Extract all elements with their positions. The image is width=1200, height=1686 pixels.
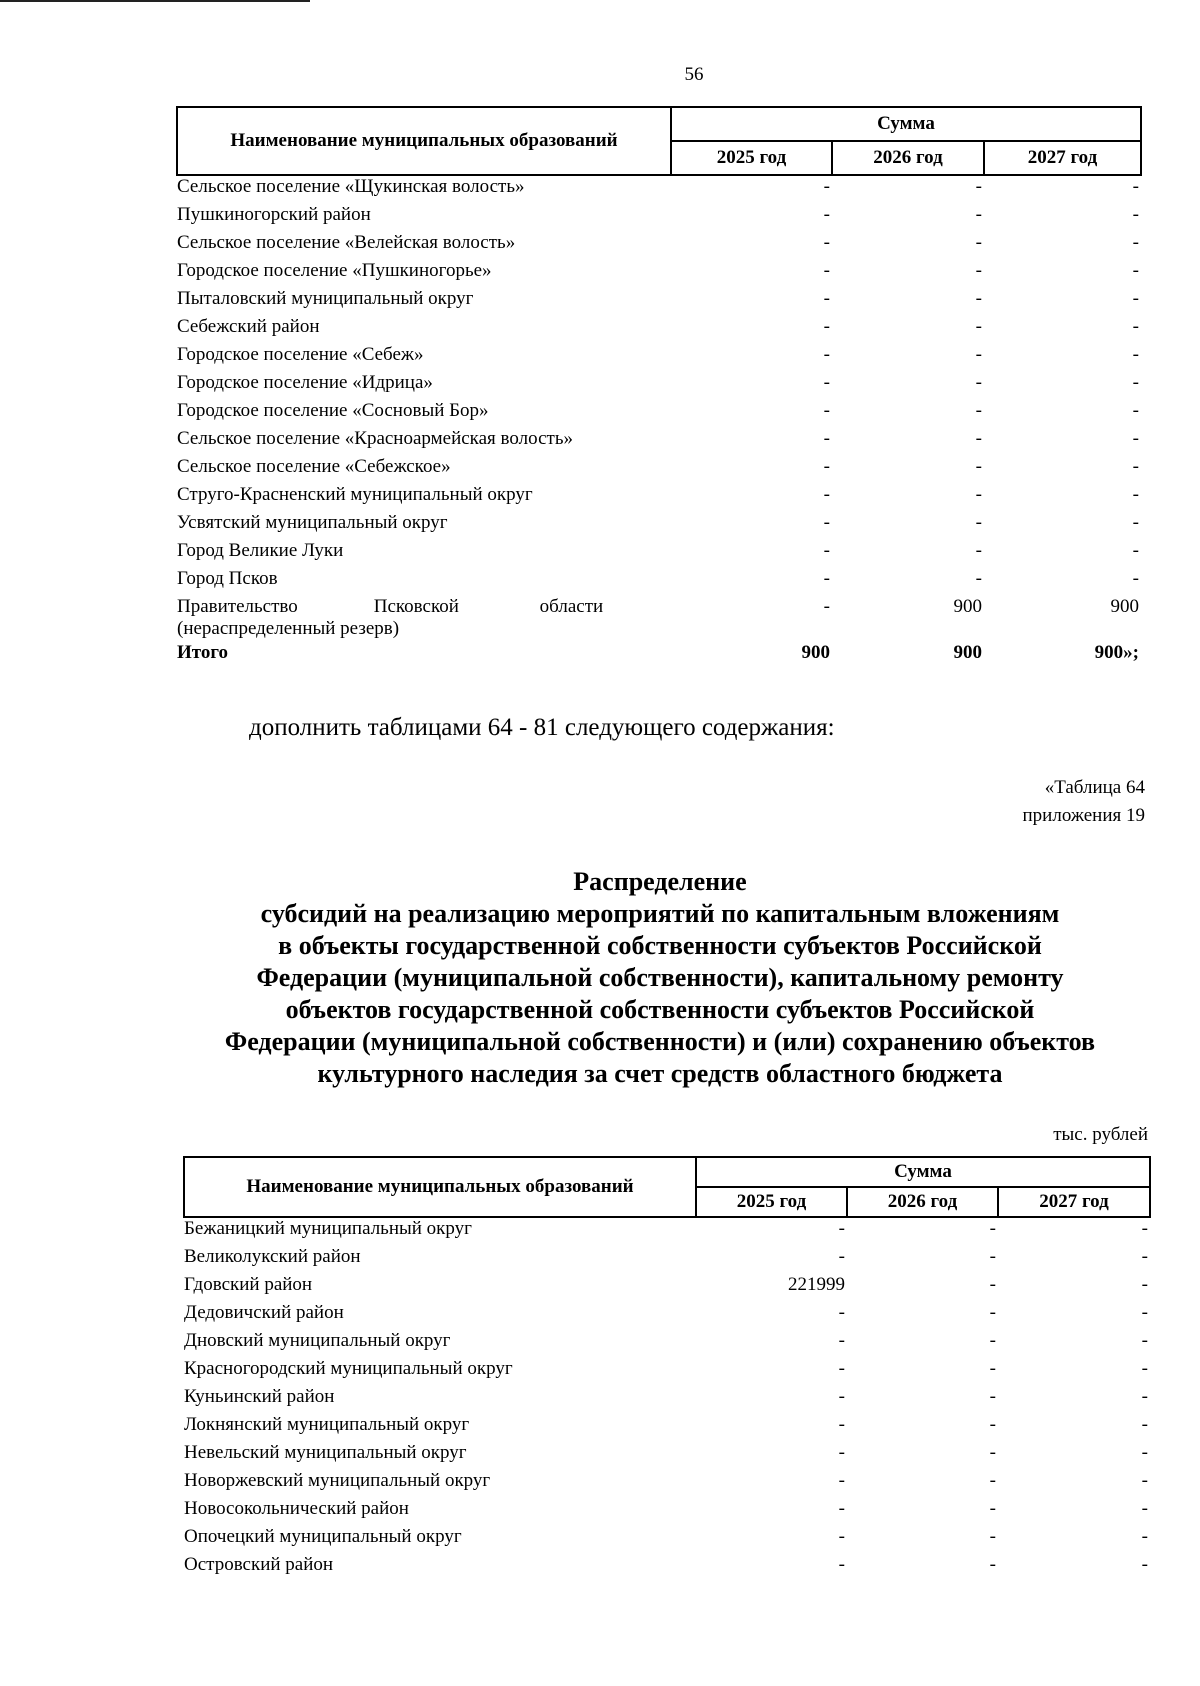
municipality-name: Сельское поселение «Щукинская волость» [177, 176, 525, 197]
table-row [177, 400, 1141, 428]
value-2026: - [989, 1330, 996, 1351]
scan-top-edge-line [0, 0, 310, 2]
value-2027: - [1132, 484, 1139, 505]
value-2025: - [823, 596, 830, 617]
value-2026: - [975, 540, 982, 561]
table-row [184, 1470, 1150, 1498]
value-2026: - [989, 1274, 996, 1295]
value-2026: - [989, 1386, 996, 1407]
value-2027: - [1132, 540, 1139, 561]
value-2025: - [838, 1526, 845, 1547]
value-2026: - [989, 1414, 996, 1435]
table-row [184, 1302, 1150, 1330]
title-line: субсидий на реализацию мероприятий по капитальным вложениям [260, 899, 1060, 928]
value-2027: 900 [1110, 596, 1139, 617]
total-label: Итого [177, 642, 229, 663]
value-2025: - [823, 232, 830, 253]
table-body [184, 1217, 1150, 1582]
title-line: в объекты государственной собственности субъектов Российской [278, 931, 1042, 960]
value-2027: - [1141, 1470, 1148, 1491]
value-2027: - [1132, 512, 1139, 533]
value-2025: - [823, 288, 830, 309]
units-label: тыс. рублей [1053, 1124, 1148, 1145]
value-2025: - [823, 372, 830, 393]
municipality-name: Островский район [184, 1554, 334, 1575]
municipality-name: Новоржевский муниципальный округ [184, 1470, 491, 1491]
value-2027: - [1141, 1330, 1148, 1351]
column-header-year-2026: 2026 год [847, 1187, 998, 1217]
table-row [177, 204, 1141, 232]
municipality-name: Локнянский муниципальный округ [184, 1414, 470, 1435]
value-2026: - [989, 1442, 996, 1463]
value-2025: - [838, 1246, 845, 1267]
government-name-line1: Правительство Псковской области [177, 596, 604, 617]
value-2026: - [975, 400, 982, 421]
value-2026: - [989, 1470, 996, 1491]
value-2025: - [823, 484, 830, 505]
municipality-name: Невельский муниципальный округ [184, 1442, 467, 1463]
value-2026: 900 [953, 596, 982, 617]
value-2025: - [838, 1302, 845, 1323]
municipality-name: Новосокольнический район [184, 1498, 409, 1519]
column-header-year-2026: 2026 год [832, 141, 984, 175]
value-2025: - [823, 204, 830, 225]
value-2027: - [1141, 1526, 1148, 1547]
value-2027: - [1141, 1498, 1148, 1519]
value-2027: - [1132, 288, 1139, 309]
value-2027: - [1132, 176, 1139, 197]
title-line: Федерации (муниципальной собственности) и (или) сохранению объектов [224, 1027, 1096, 1056]
municipality-name: Струго-Красненский муниципальный округ [177, 484, 533, 505]
table-row [177, 232, 1141, 260]
value-2025: - [823, 400, 830, 421]
value-2027: - [1132, 372, 1139, 393]
value-2025: - [823, 456, 830, 477]
title-line: культурного наследия за счет средств областного бюджета [317, 1059, 1003, 1088]
municipality-name: Городское поселение «Идрица» [177, 372, 433, 393]
column-header-sum: Сумма [671, 107, 1141, 141]
value-2027: - [1141, 1386, 1148, 1407]
municipality-name: Городское поселение «Пушкиногорье» [177, 260, 492, 281]
value-2025: 221999 [788, 1274, 845, 1295]
table-row [184, 1217, 1150, 1246]
value-2027: - [1132, 232, 1139, 253]
intro-text: дополнить таблицами 64 - 81 следующего содержания: [249, 714, 835, 741]
total-2025: 900 [801, 642, 830, 663]
government-name-line2: (нераспределенный резерв) [177, 618, 400, 639]
value-2025: - [823, 316, 830, 337]
value-2027: - [1141, 1414, 1148, 1435]
column-header-year-2027: 2027 год [984, 141, 1141, 175]
value-2026: - [975, 484, 982, 505]
value-2025: - [823, 428, 830, 449]
value-2025: - [838, 1498, 845, 1519]
municipality-name: Сельское поселение «Красноармейская волость» [177, 428, 573, 449]
table-reference-appendix: приложения 19 [1022, 805, 1145, 826]
value-2026: - [989, 1526, 996, 1547]
column-header-municipality: Наименование муниципальных образований [184, 1157, 696, 1217]
municipality-name: Дновский муниципальный округ [184, 1330, 451, 1351]
value-2027: - [1132, 316, 1139, 337]
value-2026: - [975, 372, 982, 393]
municipality-name: Город Псков [177, 568, 278, 589]
table-row [177, 260, 1141, 288]
table-row [177, 484, 1141, 512]
value-2026: - [975, 204, 982, 225]
table-row-government [177, 596, 1141, 642]
table-row [177, 344, 1141, 372]
value-2025: - [823, 568, 830, 589]
page-number: 56 [684, 64, 704, 85]
municipality-name: Опочецкий муниципальный округ [184, 1526, 462, 1547]
table-row [184, 1526, 1150, 1554]
value-2026: - [975, 344, 982, 365]
value-2027: - [1132, 456, 1139, 477]
table-row [184, 1246, 1150, 1274]
value-2027: - [1141, 1274, 1148, 1295]
municipality-name: Дедовичский район [184, 1302, 344, 1323]
value-2027: - [1132, 428, 1139, 449]
value-2027: - [1141, 1218, 1148, 1239]
municipality-name: Бежаницкий муниципальный округ [184, 1218, 472, 1239]
value-2027: - [1141, 1442, 1148, 1463]
value-2025: - [838, 1358, 845, 1379]
value-2026: - [975, 288, 982, 309]
value-2027: - [1132, 260, 1139, 281]
value-2026: - [989, 1246, 996, 1267]
value-2025: - [823, 512, 830, 533]
table-row [184, 1274, 1150, 1302]
value-2027: - [1132, 204, 1139, 225]
table-row [184, 1498, 1150, 1526]
value-2027: - [1132, 400, 1139, 421]
table-body [177, 175, 1141, 670]
value-2025: - [838, 1414, 845, 1435]
value-2026: - [975, 456, 982, 477]
table-row [184, 1330, 1150, 1358]
value-2026: - [975, 512, 982, 533]
value-2025: - [823, 344, 830, 365]
table-row [177, 568, 1141, 596]
municipality-name: Себежский район [177, 316, 320, 337]
value-2025: - [838, 1386, 845, 1407]
table-row [184, 1442, 1150, 1470]
value-2025: - [823, 540, 830, 561]
table-row [184, 1386, 1150, 1414]
value-2027: - [1141, 1358, 1148, 1379]
title-line: Распределение [573, 867, 747, 896]
table-row [177, 372, 1141, 400]
table-row [184, 1554, 1150, 1582]
table-row [177, 456, 1141, 484]
value-2027: - [1132, 344, 1139, 365]
column-header-municipality: Наименование муниципальных образований [177, 107, 671, 175]
municipality-name: Городское поселение «Себеж» [177, 344, 424, 365]
value-2025: - [838, 1218, 845, 1239]
municipality-name: Сельское поселение «Себежское» [177, 456, 451, 477]
municipality-name: Сельское поселение «Велейская волость» [177, 232, 516, 253]
municipality-name: Великолукский район [184, 1246, 361, 1267]
table-row [177, 512, 1141, 540]
municipality-name: Усвятский муниципальный округ [177, 512, 448, 533]
value-2025: - [838, 1554, 845, 1575]
value-2027: - [1141, 1302, 1148, 1323]
title-line: объектов государственной собственности субъектов Российской [285, 995, 1035, 1024]
table-row [177, 175, 1141, 204]
municipality-name: Пушкиногорский район [177, 204, 371, 225]
municipality-name: Город Великие Луки [177, 540, 344, 561]
value-2025: - [838, 1442, 845, 1463]
subsidy-allocation-table [183, 1156, 1151, 1582]
title-line: Федерации (муниципальной собственности), капитальному ремонту [256, 963, 1064, 992]
table-row-total [177, 642, 1141, 670]
value-2027: - [1132, 568, 1139, 589]
municipality-name: Красногородский муниципальный округ [184, 1358, 513, 1379]
municipality-name: Городское поселение «Сосновый Бор» [177, 400, 489, 421]
value-2026: - [989, 1498, 996, 1519]
column-header-year-2027: 2027 год [998, 1187, 1150, 1217]
allocation-table-continued [176, 106, 1142, 670]
value-2026: - [975, 176, 982, 197]
value-2026: - [975, 232, 982, 253]
table-row [177, 316, 1141, 344]
value-2025: - [823, 176, 830, 197]
municipality-name [177, 596, 671, 642]
table-row [177, 288, 1141, 316]
value-2026: - [975, 316, 982, 337]
value-2026: - [975, 428, 982, 449]
municipality-name: Пыталовский муниципальный округ [177, 288, 474, 309]
table-row [177, 540, 1141, 568]
column-header-year-2025: 2025 год [696, 1187, 847, 1217]
value-2026: - [989, 1218, 996, 1239]
column-header-year-2025: 2025 год [671, 141, 832, 175]
table-row [184, 1358, 1150, 1386]
total-2027: 900»; [1094, 642, 1139, 663]
value-2026: - [975, 260, 982, 281]
value-2026: - [989, 1554, 996, 1575]
value-2025: - [838, 1470, 845, 1491]
value-2026: - [989, 1358, 996, 1379]
municipality-name: Гдовский район [184, 1274, 313, 1295]
total-2026: 900 [953, 642, 982, 663]
value-2025: - [823, 260, 830, 281]
value-2026: - [975, 568, 982, 589]
table-row [184, 1414, 1150, 1442]
municipality-name: Куньинский район [184, 1386, 335, 1407]
value-2025: - [838, 1330, 845, 1351]
document-title [170, 866, 1150, 1090]
table-reference-number: «Таблица 64 [1044, 777, 1145, 798]
value-2027: - [1141, 1554, 1148, 1575]
column-header-sum: Сумма [696, 1157, 1150, 1187]
table-row [177, 428, 1141, 456]
value-2027: - [1141, 1246, 1148, 1267]
value-2026: - [989, 1302, 996, 1323]
